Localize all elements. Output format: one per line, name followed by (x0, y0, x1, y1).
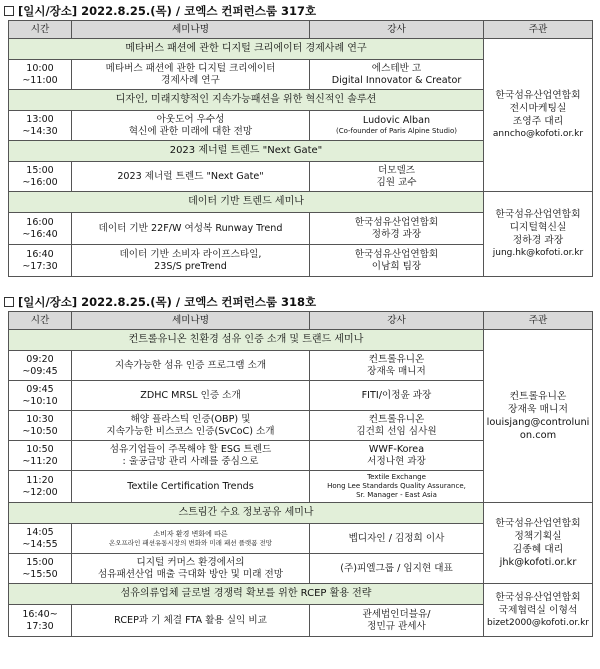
seminar-cell: Textile Certification Trends (72, 471, 310, 503)
seminar-cell: ZDHC MRSL 인증 소개 (72, 381, 310, 411)
time-cell: 16:00 ~16:40 (9, 213, 72, 245)
organizer-cell: 컨트롤유니온 장재욱 매니저 louisjang@controlunion.com (484, 330, 593, 503)
time-cell: 16:40 ~17:30 (9, 245, 72, 277)
speaker-cell: FITI/이정윤 과장 (310, 381, 484, 411)
group-row (9, 192, 593, 213)
group-title: 2023 제너럴 트렌드 "Next Gate" (9, 141, 484, 162)
seminar-cell: RCEP과 기 체결 FTA 활용 실익 비교 (72, 605, 310, 637)
time-cell: 10:30 ~10:50 (9, 411, 72, 441)
group-row (9, 503, 593, 524)
speaker-cell: WWF-Korea 서정나현 과장 (310, 441, 484, 471)
header-seminar: 세미나명 (72, 21, 310, 39)
time-cell: 10:00 ~11:00 (9, 60, 72, 90)
seminar-cell: 데이터 기반 22F/W 여성복 Runway Trend (72, 213, 310, 245)
square-bullet-icon (4, 297, 14, 307)
seminar-cell: 디지털 커머스 환경에서의 섬유패션산업 매출 극대화 방안 및 미래 전망 (72, 554, 310, 584)
time-cell: 15:00 ~15:50 (9, 554, 72, 584)
organizer-cell: 한국섬유산업연합회 국제협력실 이형석 bizet2000@kofoti.or.kr (484, 584, 593, 637)
group-row (9, 330, 593, 351)
header-seminar: 세미나명 (72, 312, 310, 330)
group-row (9, 584, 593, 605)
square-bullet-icon (4, 6, 14, 16)
time-cell: 13:00 ~14:30 (9, 111, 72, 141)
speaker-cell: 에스테반 고 Digital Innovator & Creator (310, 60, 484, 90)
organizer-cell: 한국섬유산업연합회 정책기획실 김종혜 대리 jhk@kofoti.or.kr (484, 503, 593, 584)
seminar-cell: 아웃도어 우수성 혁신에 관한 미래에 대한 전망 (72, 111, 310, 141)
time-cell: 09:20 ~09:45 (9, 351, 72, 381)
header-row (9, 312, 593, 330)
time-cell: 09:45 ~10:10 (9, 381, 72, 411)
speaker-cell: 컨트롤유니온 장재욱 매니저 (310, 351, 484, 381)
schedule-table-317 (8, 20, 593, 277)
header-speaker: 강사 (310, 21, 484, 39)
seminar-cell: 지속가능한 섬유 인증 프로그램 소개 (72, 351, 310, 381)
group-title: 컨트롤유니온 친환경 섬유 인증 소개 및 트랜드 세미나 (9, 330, 484, 351)
section-title-317: [일시/장소] 2022.8.25.(목) / 코엑스 컨퍼런스룸 317호 (4, 4, 600, 18)
speaker-cell: 한국섬유산업연합회 이남희 팀장 (310, 245, 484, 277)
time-cell: 15:00 ~16:00 (9, 162, 72, 192)
organizer-cell: 한국섬유산업연합회 전시마케팅실 조영주 대리 anncho@kofoti.or.kr (484, 39, 593, 192)
organizer-cell: 한국섬유산업연합회 디지털혁신실 정하경 과장 jung.hk@kofoti.or.kr (484, 192, 593, 277)
header-time: 시간 (9, 312, 72, 330)
group-title: 디자인, 미래지향적인 지속가능패션을 위한 혁신적인 솔루션 (9, 90, 484, 111)
time-cell: 10:50 ~11:20 (9, 441, 72, 471)
speaker-cell: 더모델즈 김원 교수 (310, 162, 484, 192)
time-cell: 16:40~ 17:30 (9, 605, 72, 637)
header-organizer: 주관 (484, 312, 593, 330)
seminar-cell: 소비자 환경 변화에 따른 온오프라인 패션유통시장의 변화와 미래 패션 플랫폼 전망 (72, 524, 310, 554)
group-row (9, 39, 593, 60)
speaker-cell: 한국섬유산업연합회 정하경 과장 (310, 213, 484, 245)
speaker-cell: Textile Exchange Hong Lee Standards Quality Assurance, Sr. Manager - East Asia (310, 471, 484, 503)
seminar-cell: 2023 제너럴 트렌드 "Next Gate" (72, 162, 310, 192)
time-cell: 14:05 ~14:55 (9, 524, 72, 554)
speaker-cell: 컨트롤유니온 김건희 선임 심사원 (310, 411, 484, 441)
time-cell: 11:20 ~12:00 (9, 471, 72, 503)
group-title: 스트림간 수요 정보공유 세미나 (9, 503, 484, 524)
speaker-cell: (주)피엘그룹 / 임지현 대표 (310, 554, 484, 584)
speaker-cell: 관세법인더블유/ 정민규 관세사 (310, 605, 484, 637)
header-organizer: 주관 (484, 21, 593, 39)
seminar-cell: 메타버스 패션에 관한 디지털 크리에이터 경제사례 연구 (72, 60, 310, 90)
group-title: 데이터 기반 트렌드 세미나 (9, 192, 484, 213)
group-title: 섬유의류업체 글로벌 경쟁력 확보를 위한 RCEP 활용 전략 (9, 584, 484, 605)
seminar-cell: 해양 플라스틱 인증(OBP) 및 지속가능한 비스코스 인증(SvCoC) 소개 (72, 411, 310, 441)
speaker-cell: 벱디자인 / 김정희 이사 (310, 524, 484, 554)
seminar-cell: 섬유기업들이 주목해야 할 ESG 트렌드 : 울공급망 관리 사례를 중심으로 (72, 441, 310, 471)
schedule-table-318 (8, 311, 593, 637)
header-time: 시간 (9, 21, 72, 39)
header-row (9, 21, 593, 39)
header-speaker: 강사 (310, 312, 484, 330)
seminar-cell: 데이터 기반 소비자 라이프스타일, 23S/S preTrend (72, 245, 310, 277)
section-title-318: [일시/장소] 2022.8.25.(목) / 코엑스 컨퍼런스룸 318호 (4, 295, 600, 309)
speaker-cell: Ludovic Alban (Co-founder of Paris Alpine Studio) (310, 111, 484, 141)
group-title: 메타버스 패션에 관한 디지털 크리에이터 경제사례 연구 (9, 39, 484, 60)
